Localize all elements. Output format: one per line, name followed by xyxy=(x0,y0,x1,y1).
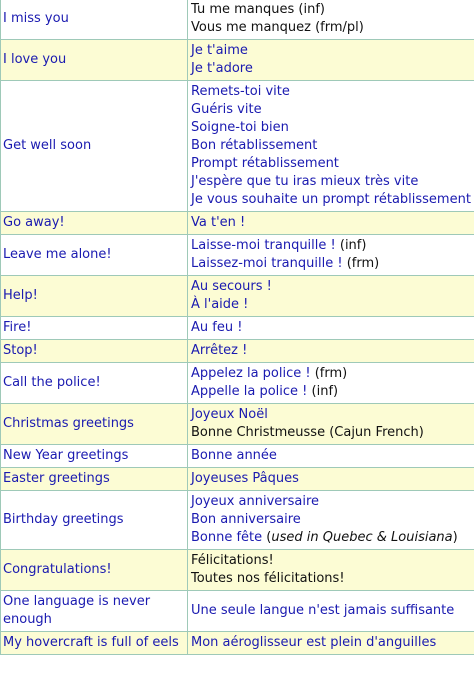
french-translation-line xyxy=(191,173,472,191)
french-translations xyxy=(188,340,474,363)
french-phrase: Joyeux anniversaire xyxy=(191,494,320,509)
french-translations xyxy=(188,468,474,491)
french-translation-line xyxy=(191,214,472,232)
english-phrase: One language is never enough xyxy=(1,591,188,632)
french-translations xyxy=(188,40,474,81)
french-translation-line xyxy=(191,406,472,424)
french-phrase: Bonne année xyxy=(191,448,277,463)
french-phrase: Laisse-moi tranquille ! xyxy=(191,238,336,253)
french-phrase: Bon rétablissement xyxy=(191,138,318,153)
french-phrase: Au feu ! xyxy=(191,320,243,335)
table-row xyxy=(1,317,474,340)
french-phrase: Félicitations! xyxy=(191,553,274,568)
french-translations xyxy=(188,212,474,235)
french-translation-line xyxy=(191,447,472,465)
french-phrase: Bonne Christmeusse (Cajun French) xyxy=(191,425,424,440)
french-phrase: J'espère que tu iras mieux très vite xyxy=(191,174,419,189)
usage-note: ) xyxy=(452,530,458,545)
french-translation-line xyxy=(191,1,472,19)
english-phrase: Stop! xyxy=(1,340,188,363)
french-phrase: Remets-toi vite xyxy=(191,84,290,99)
french-translation-line xyxy=(191,342,472,360)
usage-note: used in Quebec & Louisiana xyxy=(271,530,453,545)
french-translations xyxy=(188,632,474,655)
french-translation-line xyxy=(191,365,472,383)
register-note: (inf) xyxy=(307,384,339,399)
french-translations xyxy=(188,404,474,445)
french-phrase: Bonne fête xyxy=(191,530,263,545)
french-translation-line xyxy=(191,424,472,442)
table-row xyxy=(1,81,474,212)
french-phrase: Appelez la police ! xyxy=(191,366,311,381)
english-phrase: Call the police! xyxy=(1,363,188,404)
french-translations xyxy=(188,235,474,276)
english-phrase: Easter greetings xyxy=(1,468,188,491)
french-translations xyxy=(188,317,474,340)
french-translation-line xyxy=(191,191,472,209)
table-row xyxy=(1,363,474,404)
table-row xyxy=(1,212,474,235)
french-phrase: Laissez-moi tranquille ! xyxy=(191,256,343,271)
french-translation-line xyxy=(191,634,472,652)
table-row xyxy=(1,276,474,317)
table-row xyxy=(1,468,474,491)
french-translation-line xyxy=(191,101,472,119)
english-phrase: Help! xyxy=(1,276,188,317)
french-phrase: Va t'en ! xyxy=(191,215,246,230)
phrases-table-body xyxy=(1,0,474,655)
french-translations xyxy=(188,591,474,632)
french-phrase: Soigne-toi bien xyxy=(191,120,289,135)
english-phrase: Go away! xyxy=(1,212,188,235)
french-translations xyxy=(188,550,474,591)
table-row xyxy=(1,235,474,276)
table-row xyxy=(1,491,474,550)
french-translations xyxy=(188,445,474,468)
french-phrase: Une seule langue n'est jamais suffisante xyxy=(191,603,455,618)
french-translation-line xyxy=(191,42,472,60)
french-translations xyxy=(188,0,474,40)
register-note: (inf) xyxy=(335,238,367,253)
english-phrase: I miss you xyxy=(1,0,188,40)
french-translations xyxy=(188,81,474,212)
french-translation-line xyxy=(191,570,472,588)
french-phrase: Tu me manques (inf) xyxy=(191,2,325,17)
french-translation-line xyxy=(191,552,472,570)
table-row xyxy=(1,40,474,81)
table-row xyxy=(1,404,474,445)
french-phrase: Toutes nos félicitations! xyxy=(191,571,345,586)
french-translation-line xyxy=(191,296,472,314)
french-phrase: Joyeuses Pâques xyxy=(191,471,299,486)
register-note: (frm) xyxy=(310,366,348,381)
french-phrase: Je vous souhaite un prompt rétablissement xyxy=(191,192,471,207)
table-row xyxy=(1,632,474,655)
french-translations xyxy=(188,276,474,317)
english-phrase: My hovercraft is full of eels xyxy=(1,632,188,655)
french-phrase: Vous me manquez (frm/pl) xyxy=(191,20,364,35)
french-translation-line xyxy=(191,255,472,273)
french-translation-line xyxy=(191,493,472,511)
french-translation-line xyxy=(191,83,472,101)
english-phrase: Birthday greetings xyxy=(1,491,188,550)
english-phrase: Leave me alone! xyxy=(1,235,188,276)
english-phrase: Fire! xyxy=(1,317,188,340)
french-translation-line xyxy=(191,319,472,337)
table-row xyxy=(1,550,474,591)
french-phrase: Prompt rétablissement xyxy=(191,156,339,171)
french-translations xyxy=(188,491,474,550)
french-phrase: Au secours ! xyxy=(191,279,272,294)
french-phrase: À l'aide ! xyxy=(191,297,249,312)
table-row xyxy=(1,0,474,40)
french-translation-line xyxy=(191,529,472,547)
french-phrase: Appelle la police ! xyxy=(191,384,308,399)
english-phrase: New Year greetings xyxy=(1,445,188,468)
table-row xyxy=(1,591,474,632)
french-translation-line xyxy=(191,602,472,620)
table-row xyxy=(1,445,474,468)
french-phrase: Guéris vite xyxy=(191,102,262,117)
french-phrase: Je t'adore xyxy=(191,61,253,76)
french-phrase: Mon aéroglisseur est plein d'anguilles xyxy=(191,635,437,650)
french-phrase: Bon anniversaire xyxy=(191,512,301,527)
french-translation-line xyxy=(191,511,472,529)
french-translation-line xyxy=(191,237,472,255)
french-translations xyxy=(188,363,474,404)
french-translation-line xyxy=(191,60,472,78)
french-translation-line xyxy=(191,119,472,137)
french-phrase: Arrêtez ! xyxy=(191,343,248,358)
register-note: (frm) xyxy=(342,256,380,271)
french-translation-line xyxy=(191,470,472,488)
english-phrase: I love you xyxy=(1,40,188,81)
french-translation-line xyxy=(191,155,472,173)
table-row xyxy=(1,340,474,363)
usage-note: ( xyxy=(262,530,272,545)
english-phrase: Christmas greetings xyxy=(1,404,188,445)
french-translation-line xyxy=(191,137,472,155)
french-phrase: Je t'aime xyxy=(191,43,248,58)
french-translation-line xyxy=(191,383,472,401)
english-phrase: Get well soon xyxy=(1,81,188,212)
french-phrase: Joyeux Noël xyxy=(191,407,268,422)
french-translation-line xyxy=(191,19,472,37)
french-translation-line xyxy=(191,278,472,296)
english-phrase: Congratulations! xyxy=(1,550,188,591)
